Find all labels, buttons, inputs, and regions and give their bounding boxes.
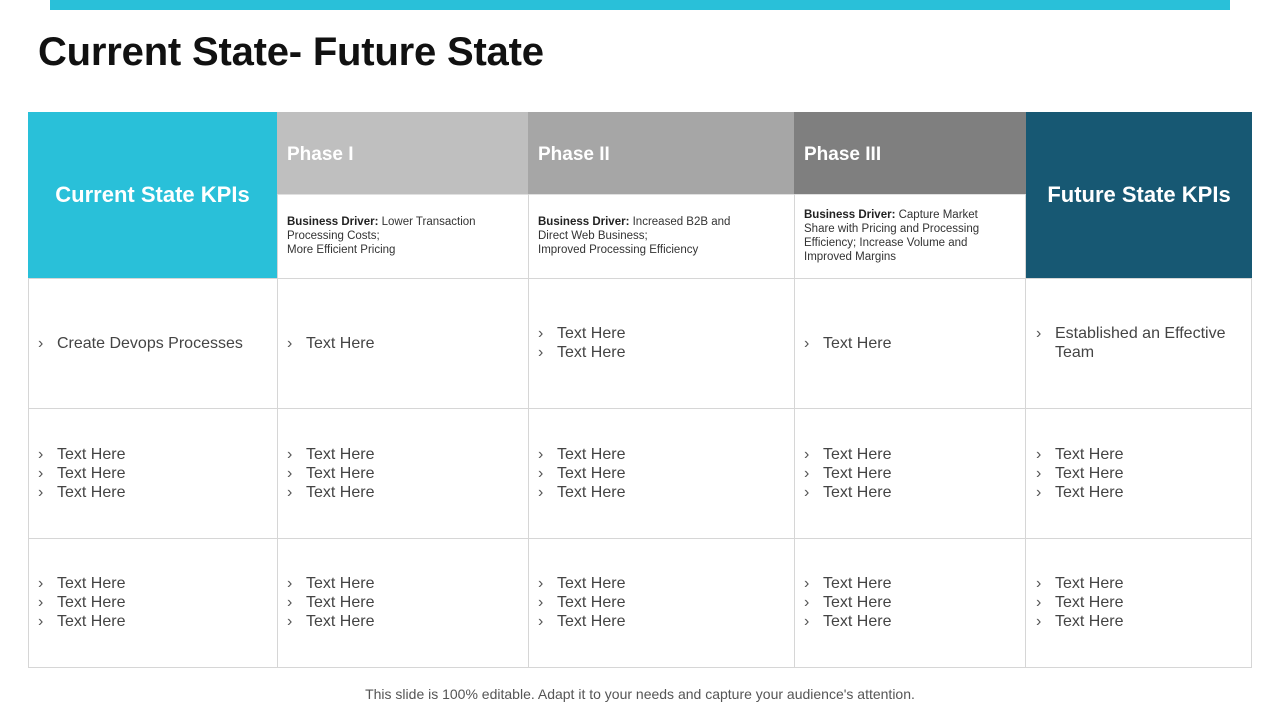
bullet-list (1036, 445, 1123, 502)
bullet-list (1036, 324, 1236, 362)
list-item: › Text Here (287, 574, 374, 593)
phase-1-driver-line-1: Lower Transaction (381, 216, 476, 228)
list-item: › Established an Effective Team (1036, 324, 1236, 362)
row-3-phase-1-cell (277, 538, 528, 667)
bullet-list (287, 574, 374, 631)
bullet-list (287, 445, 374, 502)
row-1-phase-2-cell (528, 278, 794, 408)
phase-2-driver-line-1: Increased B2B and (632, 216, 731, 228)
bullet-list (38, 574, 125, 631)
list-item: › Text Here (1036, 464, 1123, 483)
phase-1-driver-label: Business Driver: (287, 216, 379, 228)
phase-3-driver-line-3: Efficiency; Increase Volume and (804, 237, 968, 249)
phase-2-label: Phase II (538, 144, 610, 165)
phase-3-driver (794, 194, 1026, 278)
list-item: › Text Here (538, 483, 625, 502)
list-item: › Text Here (287, 445, 374, 464)
current-state-label: Current State KPIs (55, 182, 250, 207)
footer-note: This slide is 100% editable. Adapt it to your needs and capture your audience's attention. (365, 686, 915, 702)
row-3-phase-2-cell (528, 538, 794, 667)
bullet-list (804, 574, 891, 631)
future-state-header (1026, 112, 1252, 278)
page-title: Current State- Future State (38, 30, 544, 74)
phase-2-driver (528, 194, 794, 278)
list-item: › Text Here (1036, 574, 1123, 593)
phase-1-label: Phase I (287, 144, 354, 165)
bullet-list (538, 574, 625, 631)
phase-2-driver-label: Business Driver: (538, 216, 630, 228)
list-item: › Text Here (38, 574, 125, 593)
bullet-list (38, 445, 125, 502)
list-item: › Text Here (538, 574, 625, 593)
phase-3-driver-label: Business Driver: (804, 209, 896, 221)
bullet-list (804, 334, 891, 353)
phase-2-driver-line-2: Direct Web Business; (538, 230, 648, 242)
list-item: › Text Here (287, 593, 374, 612)
column-divider (1251, 278, 1252, 668)
phase-3-driver-line-1: Capture Market (898, 209, 978, 221)
list-item: › Text Here (538, 343, 625, 362)
list-item: › Text Here (1036, 593, 1123, 612)
bullet-list (287, 334, 374, 353)
phase-3-driver-line-2: Share with Pricing and Processing (804, 223, 980, 235)
phase-3-label: Phase III (804, 144, 882, 165)
phase-2-driver-line-3: Improved Processing Efficiency (538, 244, 699, 256)
list-item: › Text Here (804, 483, 891, 502)
list-item: › Text Here (538, 612, 625, 631)
list-item: › Text Here (38, 593, 125, 612)
list-item: › Text Here (804, 464, 891, 483)
row-1-future-cell (1026, 278, 1236, 408)
list-item: › Text Here (1036, 612, 1123, 631)
list-item: › Text Here (38, 483, 125, 502)
row-2-future-cell (1026, 408, 1236, 538)
row-2-phase-2-cell (528, 408, 794, 538)
list-item: › Text Here (538, 464, 625, 483)
list-item: › Create Devops Processes (38, 334, 243, 353)
phase-1-driver-line-3: More Efficient Pricing (287, 244, 396, 256)
list-item: › Text Here (804, 593, 891, 612)
row-2-current-cell (28, 408, 277, 538)
phase-3-header (794, 112, 1026, 194)
list-item: › Text Here (38, 445, 125, 464)
list-item: › Text Here (804, 612, 891, 631)
bullet-list (804, 445, 891, 502)
list-item: › Text Here (38, 464, 125, 483)
row-divider (28, 667, 1252, 668)
list-item: › Text Here (1036, 445, 1123, 464)
list-item: › Text Here (804, 574, 891, 593)
list-item: › Text Here (804, 334, 891, 353)
phase-1-driver-line-2: Processing Costs; (287, 230, 380, 242)
phase-1-header (277, 112, 528, 194)
list-item: › Text Here (38, 612, 125, 631)
kpi-table (28, 112, 1252, 668)
list-item: › Text Here (804, 445, 891, 464)
list-item: › Text Here (538, 445, 625, 464)
list-item: › Text Here (287, 464, 374, 483)
row-1-phase-3-cell (794, 278, 1026, 408)
row-2-phase-3-cell (794, 408, 1026, 538)
phase-1-driver (277, 194, 528, 278)
bullet-list (538, 324, 625, 362)
bullet-list (1036, 574, 1123, 631)
top-accent-bar (50, 0, 1230, 10)
list-item: › Text Here (287, 612, 374, 631)
list-item: › Text Here (538, 324, 625, 343)
phase-2-header (528, 112, 794, 194)
row-2-phase-1-cell (277, 408, 528, 538)
current-state-header (28, 112, 277, 278)
row-3-phase-3-cell (794, 538, 1026, 667)
future-state-label: Future State KPIs (1047, 182, 1231, 207)
phase-3-driver-line-4: Improved Margins (804, 251, 897, 263)
list-item: › Text Here (287, 334, 374, 353)
row-1-current-cell (28, 278, 277, 408)
list-item: › Text Here (538, 593, 625, 612)
list-item: › Text Here (1036, 483, 1123, 502)
bullet-list (538, 445, 625, 502)
list-item: › Text Here (287, 483, 374, 502)
driver-divider (277, 194, 1026, 195)
row-3-current-cell (28, 538, 277, 667)
bullet-list (38, 334, 243, 353)
row-3-future-cell (1026, 538, 1236, 667)
row-1-phase-1-cell (277, 278, 528, 408)
